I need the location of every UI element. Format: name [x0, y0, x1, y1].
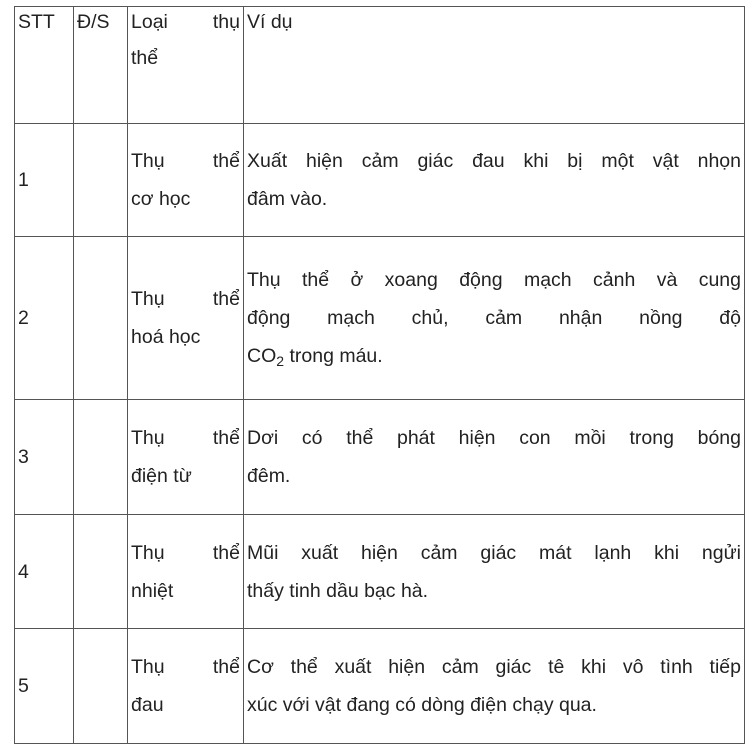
example-line2: đêm.: [247, 465, 291, 487]
example-line2: đâm vào.: [247, 188, 328, 210]
table-row: [15, 237, 745, 400]
table-row: [15, 629, 745, 744]
receptor-type-line2: điện từ: [131, 465, 192, 487]
header-row: [15, 7, 745, 124]
row-ds-cell[interactable]: [74, 237, 128, 400]
header-type-line1: Loại thụ: [131, 11, 240, 33]
row-example: [244, 629, 745, 744]
example-line1: Thụ thể ở xoang động mạch cảnh và cung: [247, 269, 741, 291]
receptor-type-line2: hoá học: [131, 326, 201, 348]
row-ds-cell[interactable]: [74, 124, 128, 237]
row-receptor-type: [128, 629, 244, 744]
header-ds: Đ/S: [74, 7, 128, 124]
row-example: [244, 124, 745, 237]
header-type-line2: thể: [131, 47, 159, 69]
example-line1: Cơ thể xuất hiện cảm giác tê khi vô tình tiếp: [247, 656, 741, 678]
row-stt: 1: [15, 124, 74, 237]
receptor-type-line1: Thụ thể: [131, 656, 240, 678]
row-stt: 3: [15, 400, 74, 515]
header-example: Ví dụ: [244, 7, 745, 124]
co2-formula: CO: [247, 345, 277, 367]
receptor-type-line1: Thụ thể: [131, 288, 240, 310]
row-ds-cell[interactable]: [74, 515, 128, 629]
example-line2: động mạch chủ, cảm nhận nồng độ: [247, 307, 741, 329]
example-line2: thấy tinh dầu bạc hà.: [247, 579, 429, 602]
receptor-type-line2: đau: [131, 694, 164, 716]
receptor-type-line1: Thụ thể: [131, 427, 240, 449]
receptor-type-line2: nhiệt: [131, 579, 174, 602]
row-stt: 5: [15, 629, 74, 744]
header-stt: STT: [15, 7, 74, 124]
example-line1: Dơi có thể phát hiện con mồi trong bóng: [247, 427, 741, 449]
row-example: [244, 237, 745, 400]
table-row: [15, 515, 745, 629]
example-line1: Mũi xuất hiện cảm giác mát lạnh khi ngửi: [247, 541, 741, 564]
receptor-type-line1: Thụ thể: [131, 150, 240, 172]
example-line3-rest: trong máu.: [284, 345, 383, 367]
example-line2: xúc với vật đang có dòng điện chạy qua.: [247, 694, 597, 716]
row-ds-cell[interactable]: [74, 629, 128, 744]
row-receptor-type: [128, 400, 244, 515]
row-stt: 4: [15, 515, 74, 629]
row-ds-cell[interactable]: [74, 400, 128, 515]
table-row: [15, 124, 745, 237]
row-example: [244, 515, 745, 629]
receptor-type-line2: cơ học: [131, 188, 191, 210]
row-receptor-type: [128, 124, 244, 237]
receptor-table: [14, 6, 745, 744]
row-receptor-type: [128, 515, 244, 629]
example-line3: [247, 341, 741, 371]
table-row: [15, 400, 745, 515]
example-line1: Xuất hiện cảm giác đau khi bị một vật nhọn: [247, 150, 741, 172]
header-type: [128, 7, 244, 124]
co2-subscript: 2: [276, 353, 285, 369]
row-receptor-type: [128, 237, 244, 400]
row-stt: 2: [15, 237, 74, 400]
row-example: [244, 400, 745, 515]
receptor-type-line1: Thụ thể: [131, 541, 240, 564]
